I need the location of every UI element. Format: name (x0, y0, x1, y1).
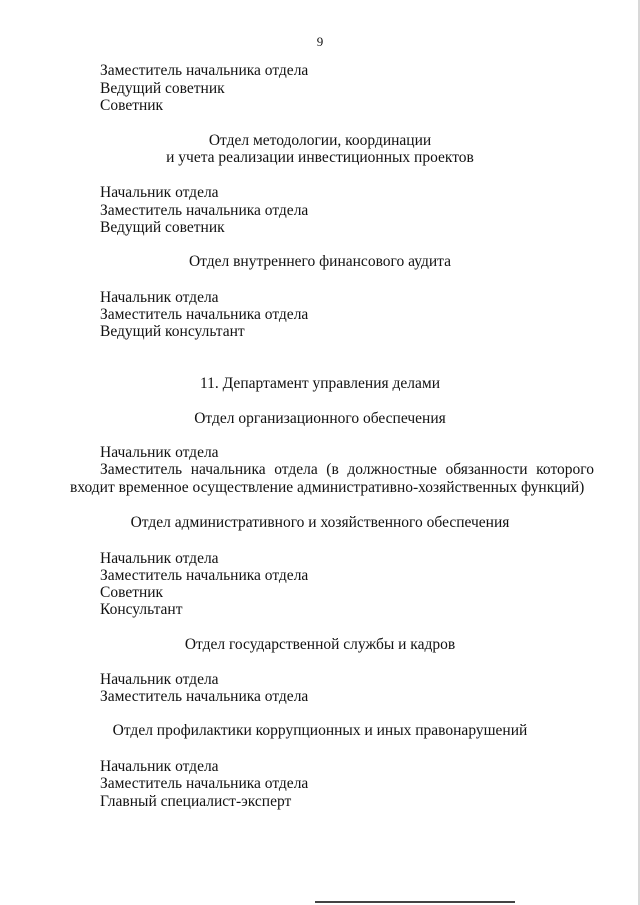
section-title-admin-household: Отдел административного и хозяйственного обеспечения (130, 514, 510, 531)
position-item: Начальник отдела (100, 671, 219, 688)
page-number: 9 (316, 34, 324, 49)
department-title: 11. Департамент управления делами (200, 375, 440, 392)
position-item: Консультант (100, 601, 183, 618)
section-title-methodology-line2: и учета реализации инвестиционных проектов (166, 149, 474, 166)
position-item: Начальник отдела (100, 550, 219, 567)
section-title-audit: Отдел внутреннего финансового аудита (188, 253, 452, 270)
position-item: Начальник отдела (100, 758, 219, 775)
position-item: Советник (100, 584, 164, 601)
section-title-civil-service: Отдел государственной службы и кадров (184, 636, 456, 653)
position-item: Советник (100, 97, 164, 114)
position-item: Заместитель начальника отдела (100, 775, 309, 792)
section-title-organizational: Отдел организационного обеспечения (194, 410, 446, 427)
position-item: Заместитель начальника отдела (100, 202, 309, 219)
position-item: Начальник отдела (100, 184, 219, 201)
position-item: Заместитель начальника отдела (100, 567, 309, 584)
position-item: Ведущий советник (100, 80, 225, 97)
position-item: Начальник отдела (100, 444, 219, 461)
position-item: Заместитель начальника отдела (100, 688, 309, 705)
scan-bottom-mark (315, 901, 515, 903)
position-item: Заместитель начальника отдела (100, 306, 309, 323)
position-item: Ведущий советник (100, 219, 225, 236)
position-item: Начальник отдела (100, 289, 219, 306)
section-title-methodology-line1: Отдел методологии, координации (208, 132, 432, 149)
position-item: Главный специалист-эксперт (100, 793, 292, 810)
position-item: Ведущий консультант (100, 323, 245, 340)
position-paragraph: Заместитель начальника отдела (в должностные обязанности которого входит временное осуществление административно-хозяйственных функций) (70, 461, 594, 496)
position-item: Заместитель начальника отдела (100, 62, 309, 79)
section-title-anticorruption: Отдел профилактики коррупционных и иных правонарушений (112, 722, 528, 739)
